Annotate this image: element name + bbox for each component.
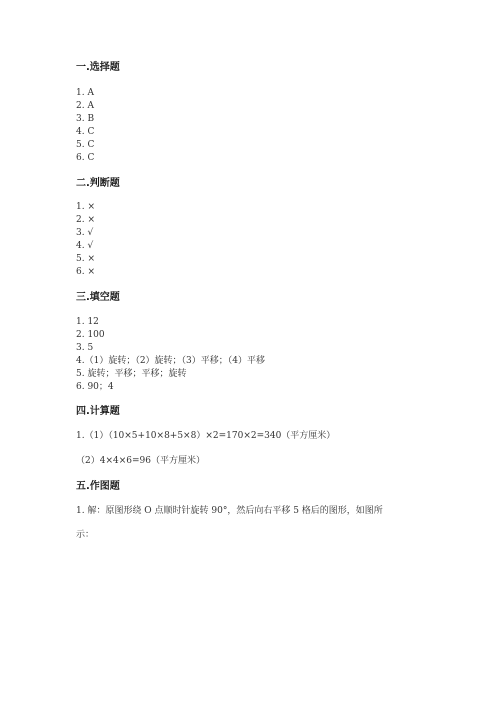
answer-line: 3. √ bbox=[76, 228, 94, 238]
section-heading-judge: 二.判断题 bbox=[76, 178, 120, 189]
answer-line: 6. C bbox=[76, 153, 95, 163]
answer-line: 4. √ bbox=[76, 241, 94, 251]
answer-line: 1.（1）（10×5+10×8+5×8）×2=170×2=340（平方厘米） bbox=[76, 431, 336, 441]
section-heading-choice: 一.选择题 bbox=[76, 62, 120, 73]
answer-line: 5. C bbox=[76, 140, 95, 150]
answer-line: 6. × bbox=[76, 267, 95, 277]
answer-line: 示： bbox=[76, 530, 95, 540]
section-heading-drawing: 五.作图题 bbox=[76, 481, 120, 492]
answer-line: 4. C bbox=[76, 127, 95, 137]
answer-line: 2. × bbox=[76, 215, 95, 225]
answer-line: 2. A bbox=[76, 101, 94, 111]
section-heading-calc: 四.计算题 bbox=[76, 406, 120, 417]
answer-line: 1. 12 bbox=[76, 317, 99, 327]
answer-line: 3. B bbox=[76, 114, 95, 124]
answer-line: 5. × bbox=[76, 254, 95, 264]
answer-line: 5. 旋转；平移；平移；旋转 bbox=[76, 369, 187, 379]
answer-line: 2. 100 bbox=[76, 330, 105, 340]
answer-line: 6. 90；4 bbox=[76, 382, 114, 392]
answer-line: 1. × bbox=[76, 202, 95, 212]
answer-line: （2）4×4×6=96（平方厘米） bbox=[76, 456, 205, 466]
section-heading-fill: 三.填空题 bbox=[76, 292, 120, 303]
answer-line: 1. A bbox=[76, 88, 94, 98]
answer-line: 1. 解：原图形绕 O 点顺时针旋转 90°，然后向右平移 5 格后的图形，如图所 bbox=[76, 506, 383, 516]
answer-line: 3. 5 bbox=[76, 343, 94, 353]
answer-line: 4.（1）旋转；（2）旋转；（3）平移；（4）平移 bbox=[76, 356, 265, 366]
